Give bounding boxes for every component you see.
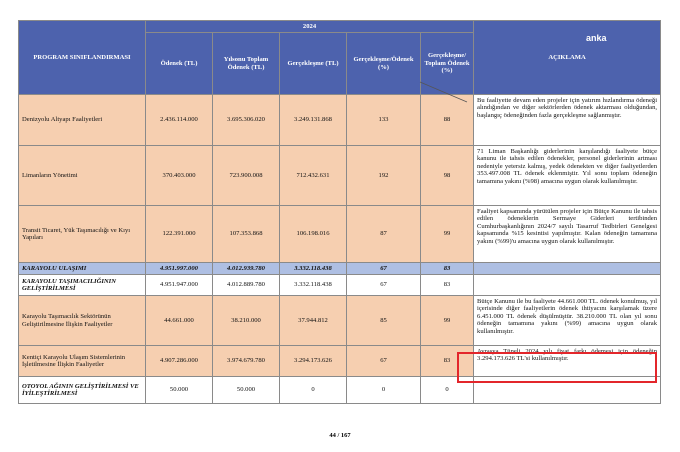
header-gerc-odenek: Gerçekleşme/Ödenek (%)	[347, 33, 421, 95]
table-row	[19, 206, 661, 263]
header-odenek: Ödenek (TL)	[146, 33, 213, 95]
cell-program: OTOYOL AĞININ GELİŞTİRİLMESİ VE İYİLEŞTİRİLMESİ	[19, 377, 146, 404]
page-number: 44 / 167	[329, 432, 351, 439]
table-row-total	[19, 263, 661, 275]
cell-program: Limanların Yönetimi	[19, 146, 146, 206]
cell-odenek: 44.661.000	[146, 296, 213, 346]
cell-oran1: 67	[347, 263, 421, 275]
cell-oran2: 83	[421, 275, 474, 296]
cell-odenek: 4.907.286.000	[146, 346, 213, 377]
cell-oran2: 83	[421, 346, 474, 377]
cell-yilsonu: 3.974.679.780	[213, 346, 280, 377]
cell-oran1: 87	[347, 206, 421, 263]
cell-oran2: 88	[421, 95, 474, 146]
cell-program: KARAYOLU TAŞIMACILIĞININ GELİŞTİRİLMESİ	[19, 275, 146, 296]
cell-oran1: 192	[347, 146, 421, 206]
cell-odenek: 370.403.000	[146, 146, 213, 206]
header-year: 2024	[146, 21, 474, 33]
cell-yilsonu: 3.695.306.020	[213, 95, 280, 146]
table-row	[19, 95, 661, 146]
cell-aciklama: Avrasya Tüneli 2024 yılı fiyat farkı ödemesi için ödeneğin 3.294.173.626 TL'si kullanılmıştır.	[474, 346, 661, 377]
cell-odenek: 4.951.947.000	[146, 275, 213, 296]
cell-aciklama: Bu faaliyette devam eden projeler için yatırım hızlandırma ödeneği alındığından ve diğer sektörlerden ödenek aktarması olduğundan, başlangıç ödeneğinden fazla gerçekleşme sağlanmıştır.	[474, 95, 661, 146]
cell-oran2: 83	[421, 263, 474, 275]
budget-table	[18, 20, 661, 404]
cell-gerceklesme: 3.332.118.438	[280, 275, 347, 296]
table-row	[19, 146, 661, 206]
highlight-box	[457, 352, 657, 383]
cell-aciklama	[474, 263, 661, 275]
cell-odenek: 4.951.997.000	[146, 263, 213, 275]
cell-gerceklesme: 3.249.131.868	[280, 95, 347, 146]
header-program: PROGRAM SINIFLANDIRMASI	[19, 21, 146, 95]
cell-oran1: 67	[347, 346, 421, 377]
cell-gerceklesme: 712.432.631	[280, 146, 347, 206]
cell-gerceklesme: 0	[280, 377, 347, 404]
cell-oran2: 0	[421, 377, 474, 404]
cell-yilsonu: 4.012.939.780	[213, 263, 280, 275]
cell-program: KARAYOLU ULAŞIMI	[19, 263, 146, 275]
header-gerceklesme: Gerçekleşme (TL)	[280, 33, 347, 95]
cell-yilsonu: 4.012.889.780	[213, 275, 280, 296]
cell-gerceklesme: 3.294.173.626	[280, 346, 347, 377]
table-row	[19, 275, 661, 296]
cell-program: Denizyolu Altyapı Faaliyetleri	[19, 95, 146, 146]
cell-oran1: 85	[347, 296, 421, 346]
cell-program: Karayolu Taşımacılık Sektörünün Geliştirilmesine İlişkin Faaliyetler	[19, 296, 146, 346]
cell-yilsonu: 50.000	[213, 377, 280, 404]
cell-program: Transit Ticaret, Yük Taşımacılığı ve Kıyı Yapıları	[19, 206, 146, 263]
cell-gerceklesme: 106.198.016	[280, 206, 347, 263]
cell-oran2: 98	[421, 146, 474, 206]
cell-aciklama: Faaliyet kapsamında yürütülen projeler için Bütçe Kanunu ile tahsis edilen ödeneklerin Sermaye Giderleri tertibinden Cumhurbaşkanlığının 2024/7 sayılı Tasarruf Tedbirleri Genelgesi kapsamında %15 kesintisi yapılmıştır. Kalan ödeneğin tamamına yakını (%99)'u amacına uygun olarak kullanılmıştır.	[474, 206, 661, 263]
header-aciklama: AÇIKLAMA	[474, 21, 661, 95]
anka-logo: anka	[586, 33, 607, 43]
cell-oran1: 133	[347, 95, 421, 146]
cell-gerceklesme: 37.944.812	[280, 296, 347, 346]
header-yilsonu: Yılsonu Toplam Ödenek (TL)	[213, 33, 280, 95]
cell-odenek: 50.000	[146, 377, 213, 404]
cell-aciklama: 71 Liman Başkanlığı giderlerinin karşılandığı faaliyete bütçe kanunu ile tahsis edilen ödenekler, personel giderlerinin artması nedeniyle yetersiz kalmış, yedek ödenekten ve diğer faaliyetlerden 353.497.008 TL ödenek eklenmiştir. Yıl sonu toplam ödeneğin tamamına yakını (%98) amacına uygun olarak kullanılmıştır.	[474, 146, 661, 206]
cell-yilsonu: 107.353.868	[213, 206, 280, 263]
cell-yilsonu: 723.900.008	[213, 146, 280, 206]
cell-yilsonu: 38.210.000	[213, 296, 280, 346]
cell-oran2: 99	[421, 296, 474, 346]
header-gerc-toplam: Gerçekleşme/ Toplam Ödenek (%)	[421, 33, 474, 95]
table-row	[19, 296, 661, 346]
cell-odenek: 122.391.000	[146, 206, 213, 263]
cell-oran2: 99	[421, 206, 474, 263]
cell-aciklama	[474, 275, 661, 296]
cell-oran1: 0	[347, 377, 421, 404]
cell-odenek: 2.436.114.000	[146, 95, 213, 146]
cell-program: Kentiçi Karayolu Ulaşım Sistemlerinin İşletilmesine İlişkin Faaliyetler	[19, 346, 146, 377]
cell-oran1: 67	[347, 275, 421, 296]
cell-gerceklesme: 3.332.118.438	[280, 263, 347, 275]
cell-aciklama: Bütçe Kanunu ile bu faaliyete 44.661.000 TL. ödenek konulmuş, yıl içerisinde diğer faaliyetlerin ödenek ihtiyacını karşılamak üzere 6.451.000 TL ödenek düşülmüştür. 38.210.000 TL olan yıl sonu ödeneğin tamamına yakını (%99) amacına uygun olarak kullanılmıştır.	[474, 296, 661, 346]
